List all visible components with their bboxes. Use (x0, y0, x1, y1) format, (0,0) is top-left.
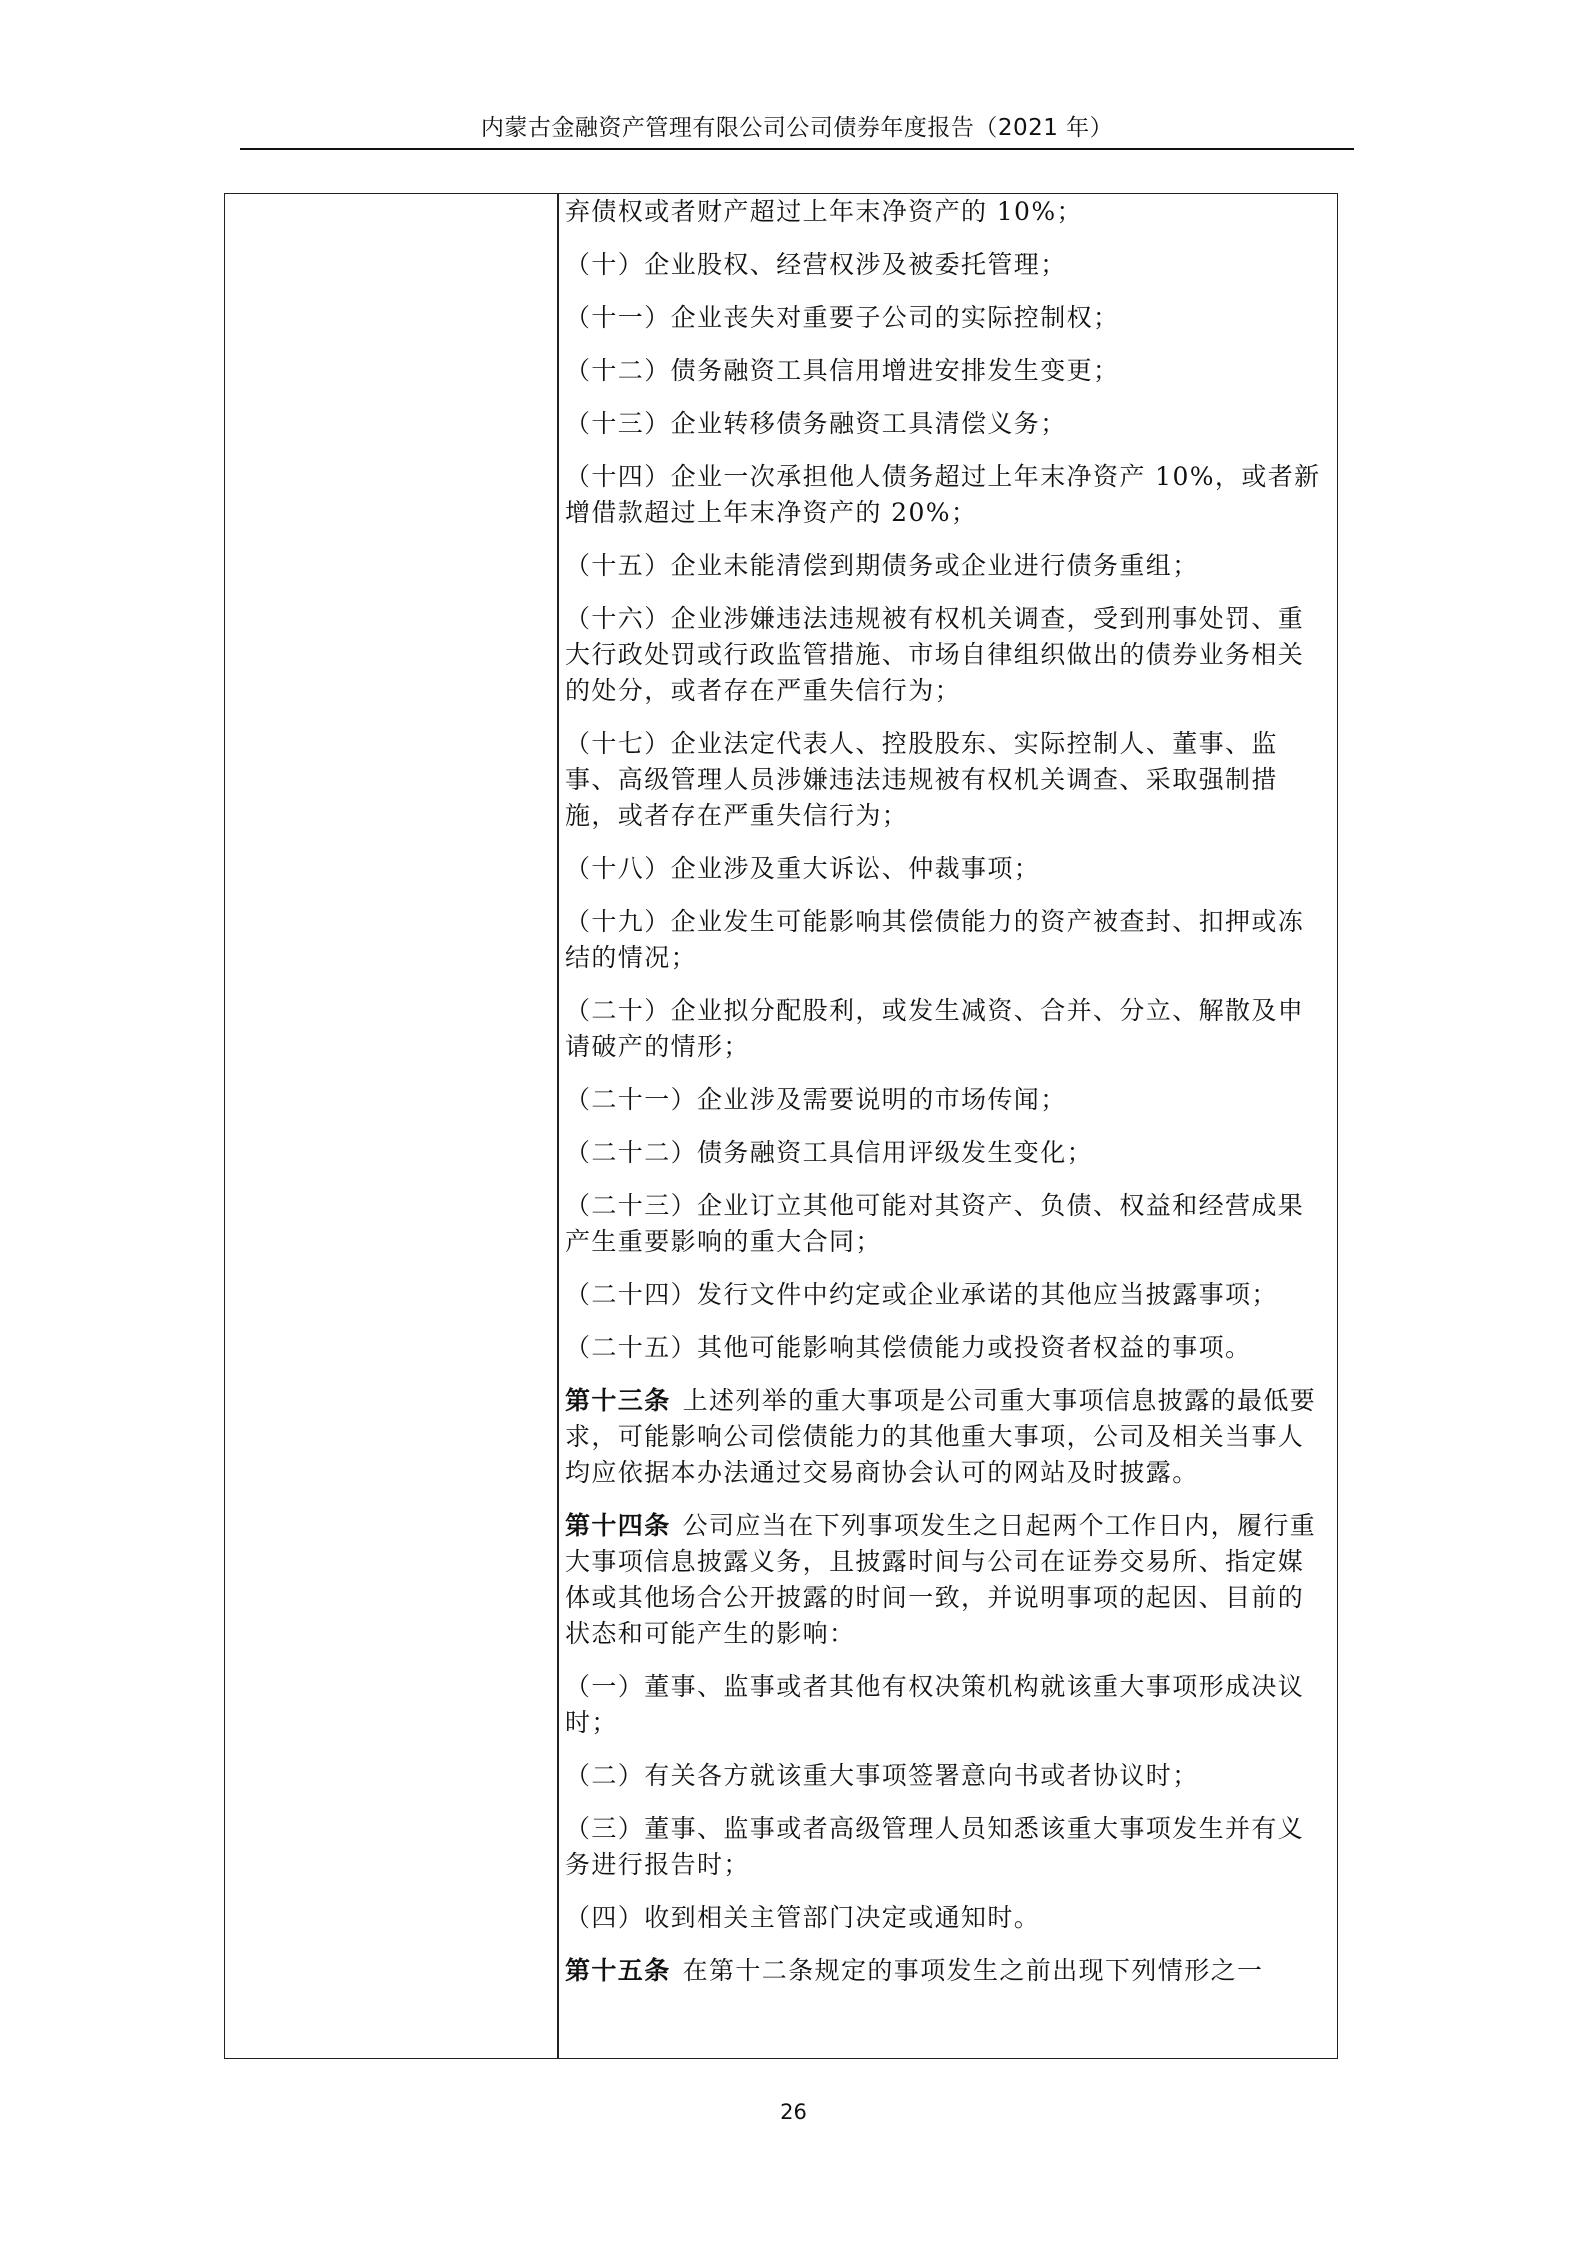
paragraph-text: 在第十二条规定的事项发生之前出现下列情形之一 (682, 1956, 1264, 1985)
paragraph-text: （十三）企业转移债务融资工具清偿义务； (565, 409, 1067, 438)
list-item (565, 904, 1327, 976)
report-header-title: 内蒙古金融资产管理有限公司公司债券年度报告（2021 年） (480, 115, 1114, 141)
list-item (565, 548, 1327, 584)
list-item (565, 851, 1327, 887)
paragraph-text: （二十四）发行文件中约定或企业承诺的其他应当披露事项； (565, 1280, 1278, 1309)
paragraph-text: （二十二）债务融资工具信用评级发生变化； (565, 1138, 1094, 1167)
list-item (565, 353, 1327, 389)
paragraph-text: （十四）企业一次承担他人债务超过上年末净资产 10%，或者新增借款超过上年末净资产的 20%； (565, 462, 1321, 527)
list-item (565, 1900, 1327, 1936)
article-number: 第十五条 (565, 1956, 671, 1985)
article-paragraph (565, 1508, 1327, 1652)
page-number: 26 (780, 2100, 807, 2124)
paragraph-text: 公司应当在下列事项发生之日起两个工作日内，履行重大事项信息披露义务，且披露时间与公司在证券交易所、指定媒体或其他场合公开披露的时间一致，并说明事项的起因、目前的状态和可能产生的影响： (565, 1511, 1317, 1648)
paragraph-text: （四）收到相关主管部门决定或通知时。 (565, 1903, 1041, 1932)
article-number: 第十三条 (565, 1386, 671, 1415)
list-item (565, 1188, 1327, 1260)
list-item (565, 993, 1327, 1065)
list-item (565, 1330, 1327, 1366)
paragraph-text: 弃债权或者财产超过上年末净资产的 10%； (565, 197, 1083, 226)
list-item (565, 459, 1327, 531)
paragraph-text: 上述列举的重大事项是公司重大事项信息披露的最低要求，可能影响公司偿债能力的其他重大事项，公司及相关当事人均应依据本办法通过交易商协会认可的网站及时披露。 (565, 1386, 1317, 1487)
list-item (565, 1758, 1327, 1794)
paragraph-text: （十）企业股权、经营权涉及被委托管理； (565, 250, 1067, 279)
paragraph-text: （三）董事、监事或者高级管理人员知悉该重大事项发生并有义务进行报告时； (565, 1814, 1305, 1879)
list-item (565, 1277, 1327, 1313)
paragraph-text: （二十三）企业订立其他可能对其资产、负债、权益和经营成果产生重要影响的重大合同； (565, 1191, 1305, 1256)
list-item (565, 300, 1327, 336)
paragraph-text: （十九）企业发生可能影响其偿债能力的资产被查封、扣押或冻结的情况； (565, 907, 1305, 972)
list-item (565, 726, 1327, 834)
paragraph-text: （二十）企业拟分配股利，或发生减资、合并、分立、解散及申请破产的情形； (565, 996, 1305, 1061)
paragraph-text: （二十一）企业涉及需要说明的市场传闻； (565, 1085, 1067, 1114)
paragraph-text: （十八）企业涉及重大诉讼、仲裁事项； (565, 854, 1041, 883)
paragraph-text: （十五）企业未能清偿到期债务或企业进行债务重组； (565, 551, 1199, 580)
paragraph-text: （二十五）其他可能影响其偿债能力或投资者权益的事项。 (565, 1333, 1252, 1362)
header-rule (240, 148, 1354, 150)
list-item (565, 247, 1327, 283)
list-item (565, 1811, 1327, 1883)
table-column-divider (557, 194, 559, 2058)
list-item (565, 194, 1327, 230)
list-item (565, 1135, 1327, 1171)
article-paragraph (565, 1383, 1327, 1491)
article-paragraph (565, 1953, 1327, 1989)
paragraph-text: （十一）企业丧失对重要子公司的实际控制权； (565, 303, 1120, 332)
report-header (240, 108, 1354, 148)
paragraph-text: （十七）企业法定代表人、控股股东、实际控制人、董事、监事、高级管理人员涉嫌违法违规被有权机关调查、采取强制措施，或者存在严重失信行为； (565, 729, 1278, 830)
table-right-cell (565, 194, 1327, 2058)
content-table (224, 193, 1338, 2059)
paragraph-text: （一）董事、监事或者其他有权决策机构就该重大事项形成决议时； (565, 1672, 1305, 1737)
list-item (565, 601, 1327, 709)
list-item (565, 406, 1327, 442)
paragraph-text: （十六）企业涉嫌违法违规被有权机关调查，受到刑事处罚、重大行政处罚或行政监管措施、市场自律组织做出的债券业务相关的处分，或者存在严重失信行为； (565, 604, 1305, 705)
paragraph-text: （二）有关各方就该重大事项签署意向书或者协议时； (565, 1761, 1199, 1790)
article-number: 第十四条 (565, 1511, 671, 1540)
paragraph-text: （十二）债务融资工具信用增进安排发生变更； (565, 356, 1120, 385)
list-item (565, 1082, 1327, 1118)
list-item (565, 1669, 1327, 1741)
